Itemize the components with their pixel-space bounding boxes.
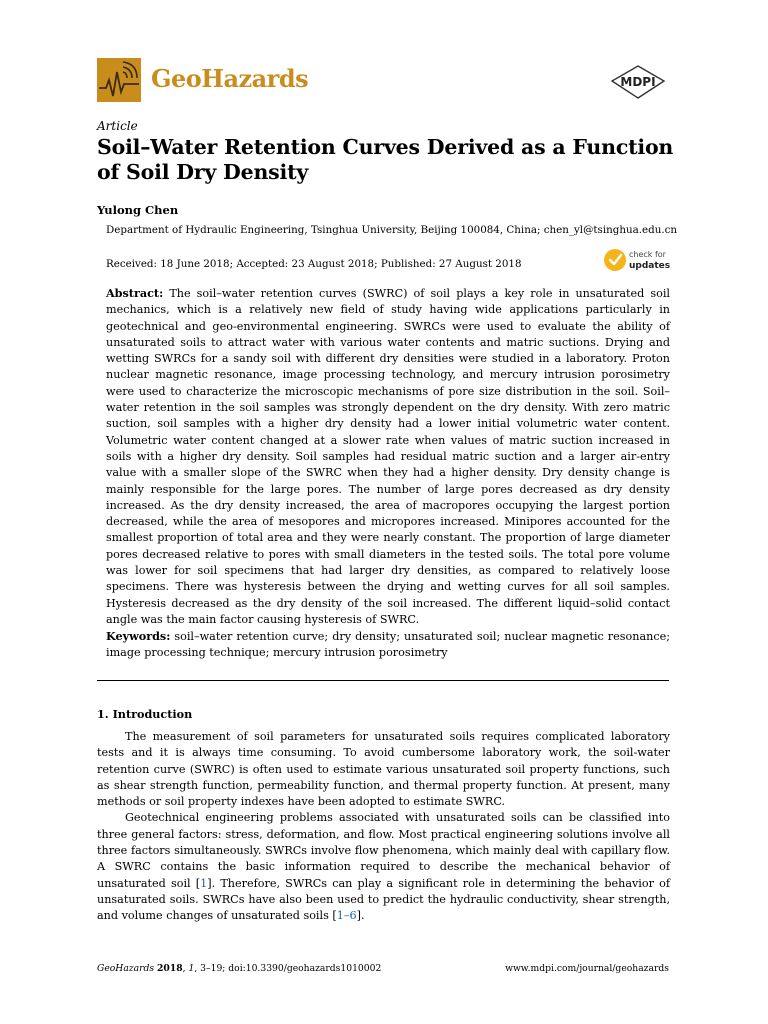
keywords-text: soil–water retention curve; dry density; unsaturated soil; nuclear magnetic resonance; image processing technique; mercury intrusion porosimetry (106, 630, 670, 660)
article-title: Soil–Water Retention Curves Derived as a Function of Soil Dry Density (97, 135, 674, 184)
section-heading: 1. Introduction (97, 707, 193, 721)
abstract-text: The soil–water retention curves (SWRC) of soil plays a key role in unsaturated soil mechanics, which is a relatively new field of study having wide applications particularly in geotechnical and geo-environmental engineering. SWRCs were used to evaluate the ability of unsaturated soils to attract water with various water contents and matric suctions. Drying and wetting SWRCs for a sandy soil with different dry densities were studied in a laboratory. Proton nuclear magnetic resonance, image processing technology, and mercury intrusion porosimetry were used to characterize the microscopic mechanisms of pore size distribution in the soil. Soil–water retention in the soil samples was strongly dependent on the dry density. With zero matric suction, soil samples with a higher dry density had a lower initial volumetric water content. Volumetric water content changed at a slower rate when values of matric suction increased in soils with a higher dry density. Soil samples had residual matric suction and a larger air-entry value with a smaller slope of the SWRC when they had a higher density. Dry density change is mainly responsible for the large pores. The number of large pores decreased as dry density increased. As the dry density increased, the area of macropores occupying the largest portion decreased, while the area of mesopores and micropores increased. Minipores accounted for the smallest proportion of total area and they were nearly constant. The proportion of large diameter pores decreased relative to pores with small diameters in the tested soils. The total pore volume was lower for soil specimens that had larger dry densities, as compared to relatively loose specimens. There was hysteresis between the drying and wetting curves for all soil samples. Hysteresis decreased as the dry density of the soil increased. The different liquid–solid contact angle was the main factor causing hysteresis of SWRC. (106, 287, 670, 626)
citation-link[interactable]: 1–6 (336, 909, 357, 923)
footer-url[interactable]: www.mdpi.com/journal/geohazards (505, 963, 669, 974)
affiliation: Department of Hydraulic Engineering, Tsinghua University, Beijing 100084, China; chen_yl@tsinghua.edu.cn (106, 224, 677, 236)
footer-citation: GeoHazards 2018, 1, 3–19; doi:10.3390/geohazards1010002 (97, 963, 382, 974)
author: Yulong Chen (97, 203, 179, 217)
check-updates-line2: updates (629, 261, 671, 271)
article-type: Article (97, 119, 138, 133)
publication-dates: Received: 18 June 2018; Accepted: 23 August 2018; Published: 27 August 2018 (106, 258, 522, 270)
citation-link[interactable]: 1 (200, 876, 208, 890)
mdpi-logo-icon (608, 64, 668, 100)
check-updates-line1: check for (629, 250, 666, 259)
keywords-label: Keywords: (106, 629, 171, 643)
keywords (106, 628, 670, 662)
journal-name: GeoHazards (151, 64, 309, 93)
section-divider (97, 680, 669, 681)
abstract-label: Abstract: (106, 286, 164, 300)
introduction-body (97, 729, 670, 925)
geohazards-logo-icon (97, 58, 141, 102)
paragraph: Geotechnical engineering problems associated with unsaturated soils can be classified into three general factors: stress, deformation, and flow. Most practical engineering solutions involve all three factors simultaneously. SWRCs involve flow phenomena, which mainly deal with capillary flow. A SWRC contains the basic information required to describe the mechanical behavior of unsaturated soil [1]. Therefore, SWRCs can play a significant role in determining the behavior of unsaturated soils. SWRCs have also been used to predict the hydraulic conductivity, shear strength, and volume changes of unsaturated soils [1–6]. (97, 811, 670, 923)
check-icon (604, 249, 626, 271)
paragraph: The measurement of soil parameters for unsaturated soils requires complicated laboratory tests and it is always time consuming. To avoid cumbersome laboratory work, the soil-water retention curve (SWRC) is often used to estimate various unsaturated soil property functions, such as shear strength function, permeability function, and thermal property function. At present, many methods or soil property indexes have been adopted to estimate SWRC. (97, 730, 670, 809)
abstract (106, 285, 670, 628)
publisher-logo-text: MDPI (620, 75, 656, 89)
check-for-updates-badge[interactable] (602, 246, 674, 274)
